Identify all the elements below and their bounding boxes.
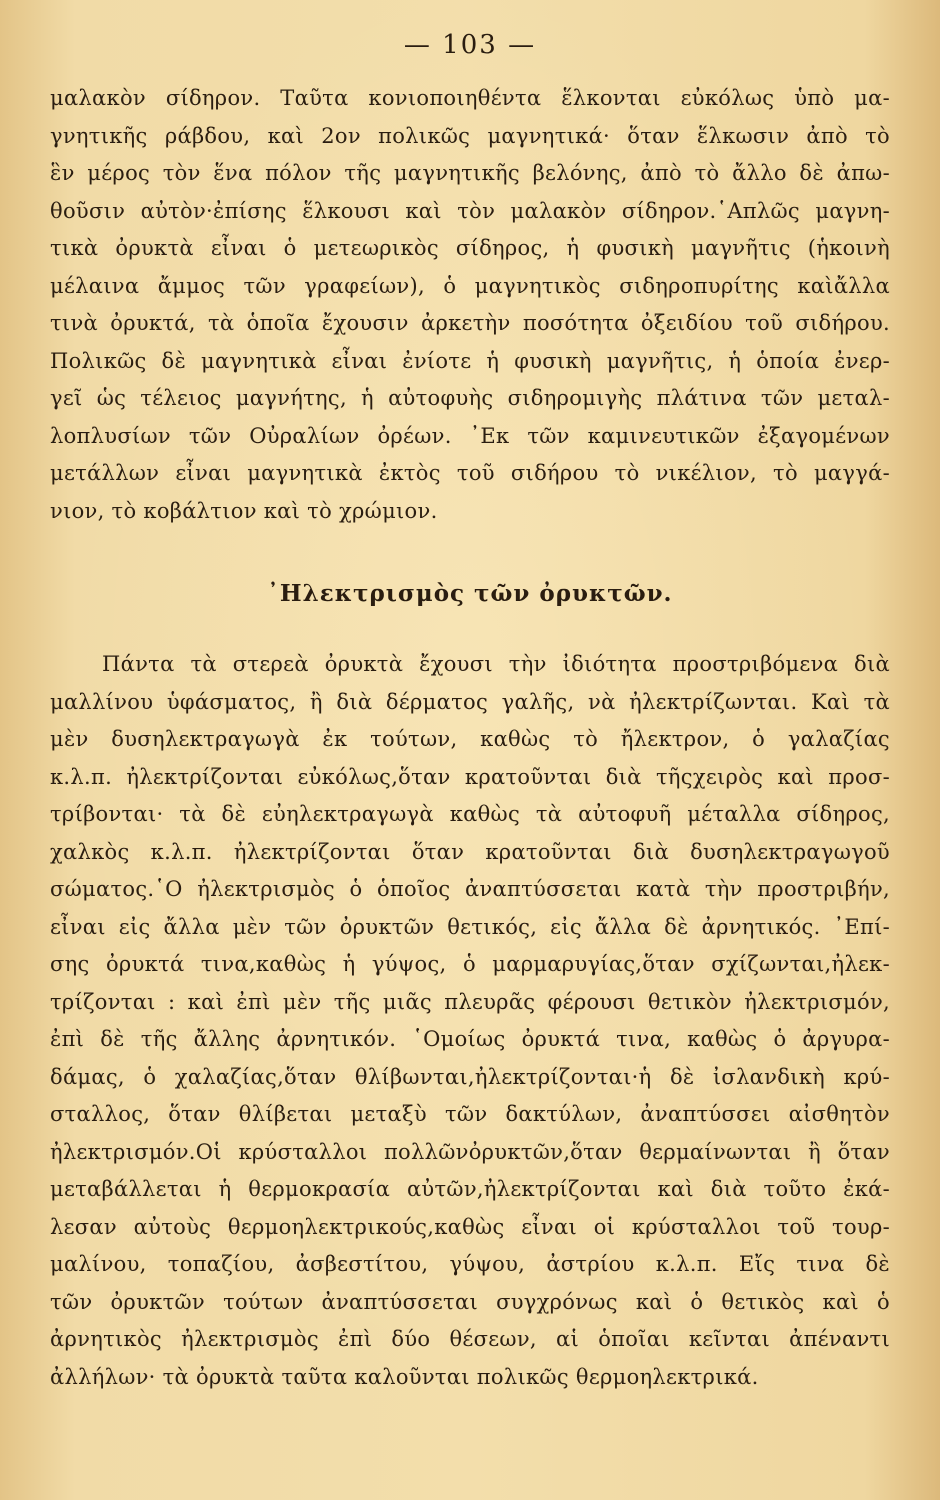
- text-line: τικὰ ὀρυκτὰ εἶναι ὁ μετεωρικὸς σίδηρος, ἡ φυσικὴ μαγνῆτις (ἡκοινὴ: [50, 236, 890, 260]
- page-number: — 103 —: [403, 30, 537, 60]
- text-line: τρίβονται· τὰ δὲ εὐηλεκτραγωγὰ καθὼς τὰ αὐτοφυῆ μέταλλα σίδηρος,: [50, 802, 890, 826]
- text-line: μὲν δυσηλεκτραγωγὰ ἐκ τούτων, καθὼς τὸ ἤλεκτρον, ὁ γαλαζίας: [50, 727, 890, 751]
- text-line: μετάλλων εἶναι μαγνητικὰ ἐκτὸς τοῦ σιδήρου τὸ νικέλιον, τὸ μαγγά-: [50, 461, 890, 485]
- text-line: μαλίνου, τοπαζίου, ἀσβεστίτου, γύψου, ἀστρίου κ.λ.π. Εἴς τινα δὲ: [50, 1252, 890, 1276]
- text-line: εἶναι εἰς ἄλλα μὲν τῶν ὀρυκτῶν θετικός, εἰς ἄλλα δὲ ἀρνητικός. ᾿Επί-: [50, 914, 890, 939]
- text-line: σης ὀρυκτά τινα,καθὼς ἡ γύψος, ὁ μαρμαρυγίας,ὅταν σχίζωνται,ἠλεκ-: [50, 952, 890, 976]
- text-line: μεταβάλλεται ἡ θερμοκρασία αὐτῶν,ἠλεκτρίζονται καὶ διὰ τοῦτο ἐκά-: [50, 1177, 890, 1201]
- paragraph-magnetism: [50, 80, 890, 530]
- text-line: γνητικῆς ράβδου, καὶ 2ον πολικῶς μαγνητικά· ὅταν ἕλκωσιν ἀπὸ τὸ: [50, 123, 890, 148]
- text-line: Πάντα τὰ στερεὰ ὀρυκτὰ ἔχουσι τὴν ἰδιότητα προστριβόμενα διὰ: [102, 652, 890, 676]
- text-line: Πολικῶς δὲ μαγνητικὰ εἶναι ἐνίοτε ἡ φυσικὴ μαγνῆτις, ἡ ὁποία ἐνερ-: [50, 348, 890, 373]
- text-line: ἀλλήλων· τὰ ὀρυκτὰ ταῦτα καλοῦνται πολικῶς θερμοηλεκτρικά.: [50, 1364, 759, 1389]
- text-line: μέλαινα ἄμμος τῶν γραφείων), ὁ μαγνητικὸς σιδηροπυρίτης καὶἄλλα: [50, 273, 890, 298]
- text-line: ἀρνητικὸς ἠλεκτρισμὸς ἐπὶ δύο θέσεων, αἱ ὁποῖαι κεῖνται ἀπέναντι: [50, 1327, 890, 1351]
- text-line: τρίζονται : καὶ ἐπὶ μὲν τῆς μιᾶς πλευρᾶς φέρουσι θετικὸν ἠλεκτρισμόν,: [50, 989, 890, 1014]
- text-line: σταλλος, ὅταν θλίβεται μεταξὺ τῶν δακτύλων, ἀναπτύσσει αἰσθητὸν: [50, 1102, 890, 1126]
- text-line: ἐπὶ δὲ τῆς ἄλλης ἀρνητικόν. ῾Ομοίως ὀρυκτά τινα, καθὼς ὁ ἀργυρα-: [50, 1027, 890, 1051]
- text-line: τῶν ὀρυκτῶν τούτων ἀναπτύσσεται συγχρόνως καὶ ὁ θετικὸς καὶ ὁ: [50, 1289, 890, 1314]
- text-line: ἓν μέρος τὸν ἕνα πόλον τῆς μαγνητικῆς βελόνης, ἀπὸ τὸ ἄλλο δὲ ἀπω-: [50, 161, 890, 185]
- text-line: χαλκὸς κ.λ.π. ἠλεκτρίζονται ὅταν κρατοῦνται διὰ δυσηλεκτραγωγοῦ: [50, 839, 890, 864]
- text-line: λοπλυσίων τῶν Οὐραλίων ὀρέων. ᾿Εκ τῶν καμινευτικῶν ἐξαγομένων: [50, 423, 890, 448]
- section-heading: ᾿Ηλεκτρισμὸς τῶν ὀρυκτῶν.: [267, 580, 673, 607]
- text-line: λεσαν αὐτοὺς θερμοηλεκτρικούς,καθὼς εἶναι οἱ κρύσταλλοι τοῦ τουρ-: [50, 1214, 890, 1239]
- text-line: σώματος.῾Ο ἠλεκτρισμὸς ὁ ὁποῖος ἀναπτύσσεται κατὰ τὴν προστριβήν,: [50, 877, 890, 901]
- text-line: τινὰ ὀρυκτά, τὰ ὁποῖα ἔχουσιν ἀρκετὴν ποσότητα ὀξειδίου τοῦ σιδήρου.: [50, 311, 890, 335]
- paragraph-electricity: [50, 646, 890, 1396]
- text-line: νιον, τὸ κοβάλτιον καὶ τὸ χρώμιον.: [50, 498, 438, 523]
- text-line: ἠλεκτρισμόν.Οἱ κρύσταλλοι πολλῶνὀρυκτῶν,ὅταν θερμαίνωνται ἢ ὅταν: [50, 1139, 890, 1164]
- text-line: μαλακὸν σίδηρον. Ταῦτα κονιοποιηθέντα ἕλκονται εὐκόλως ὑπὸ μα-: [50, 86, 890, 110]
- text-line: γεῖ ὡς τέλειος μαγνήτης, ἡ αὐτοφυὴς σιδηρομιγὴς πλάτινα τῶν μεταλ-: [50, 386, 890, 410]
- text-line: δάμας, ὁ χαλαζίας,ὅταν θλίβωνται,ἠλεκτρίζονται·ἡ δὲ ἰσλανδικὴ κρύ-: [50, 1064, 890, 1089]
- text-line: κ.λ.π. ἠλεκτρίζονται εὐκόλως,ὅταν κρατοῦνται διὰ τῆςχειρὸς καὶ προσ-: [50, 764, 890, 789]
- text-line: μαλλίνου ὑφάσματος, ἢ διὰ δέρματος γαλῆς, νὰ ἠλεκτρίζωνται. Καὶ τὰ: [50, 689, 890, 714]
- text-line: θοῦσιν αὐτὸν·ἐπίσης ἕλκουσι καὶ τὸν μαλακὸν σίδηρον.῾Απλῶς μαγνη-: [50, 198, 890, 223]
